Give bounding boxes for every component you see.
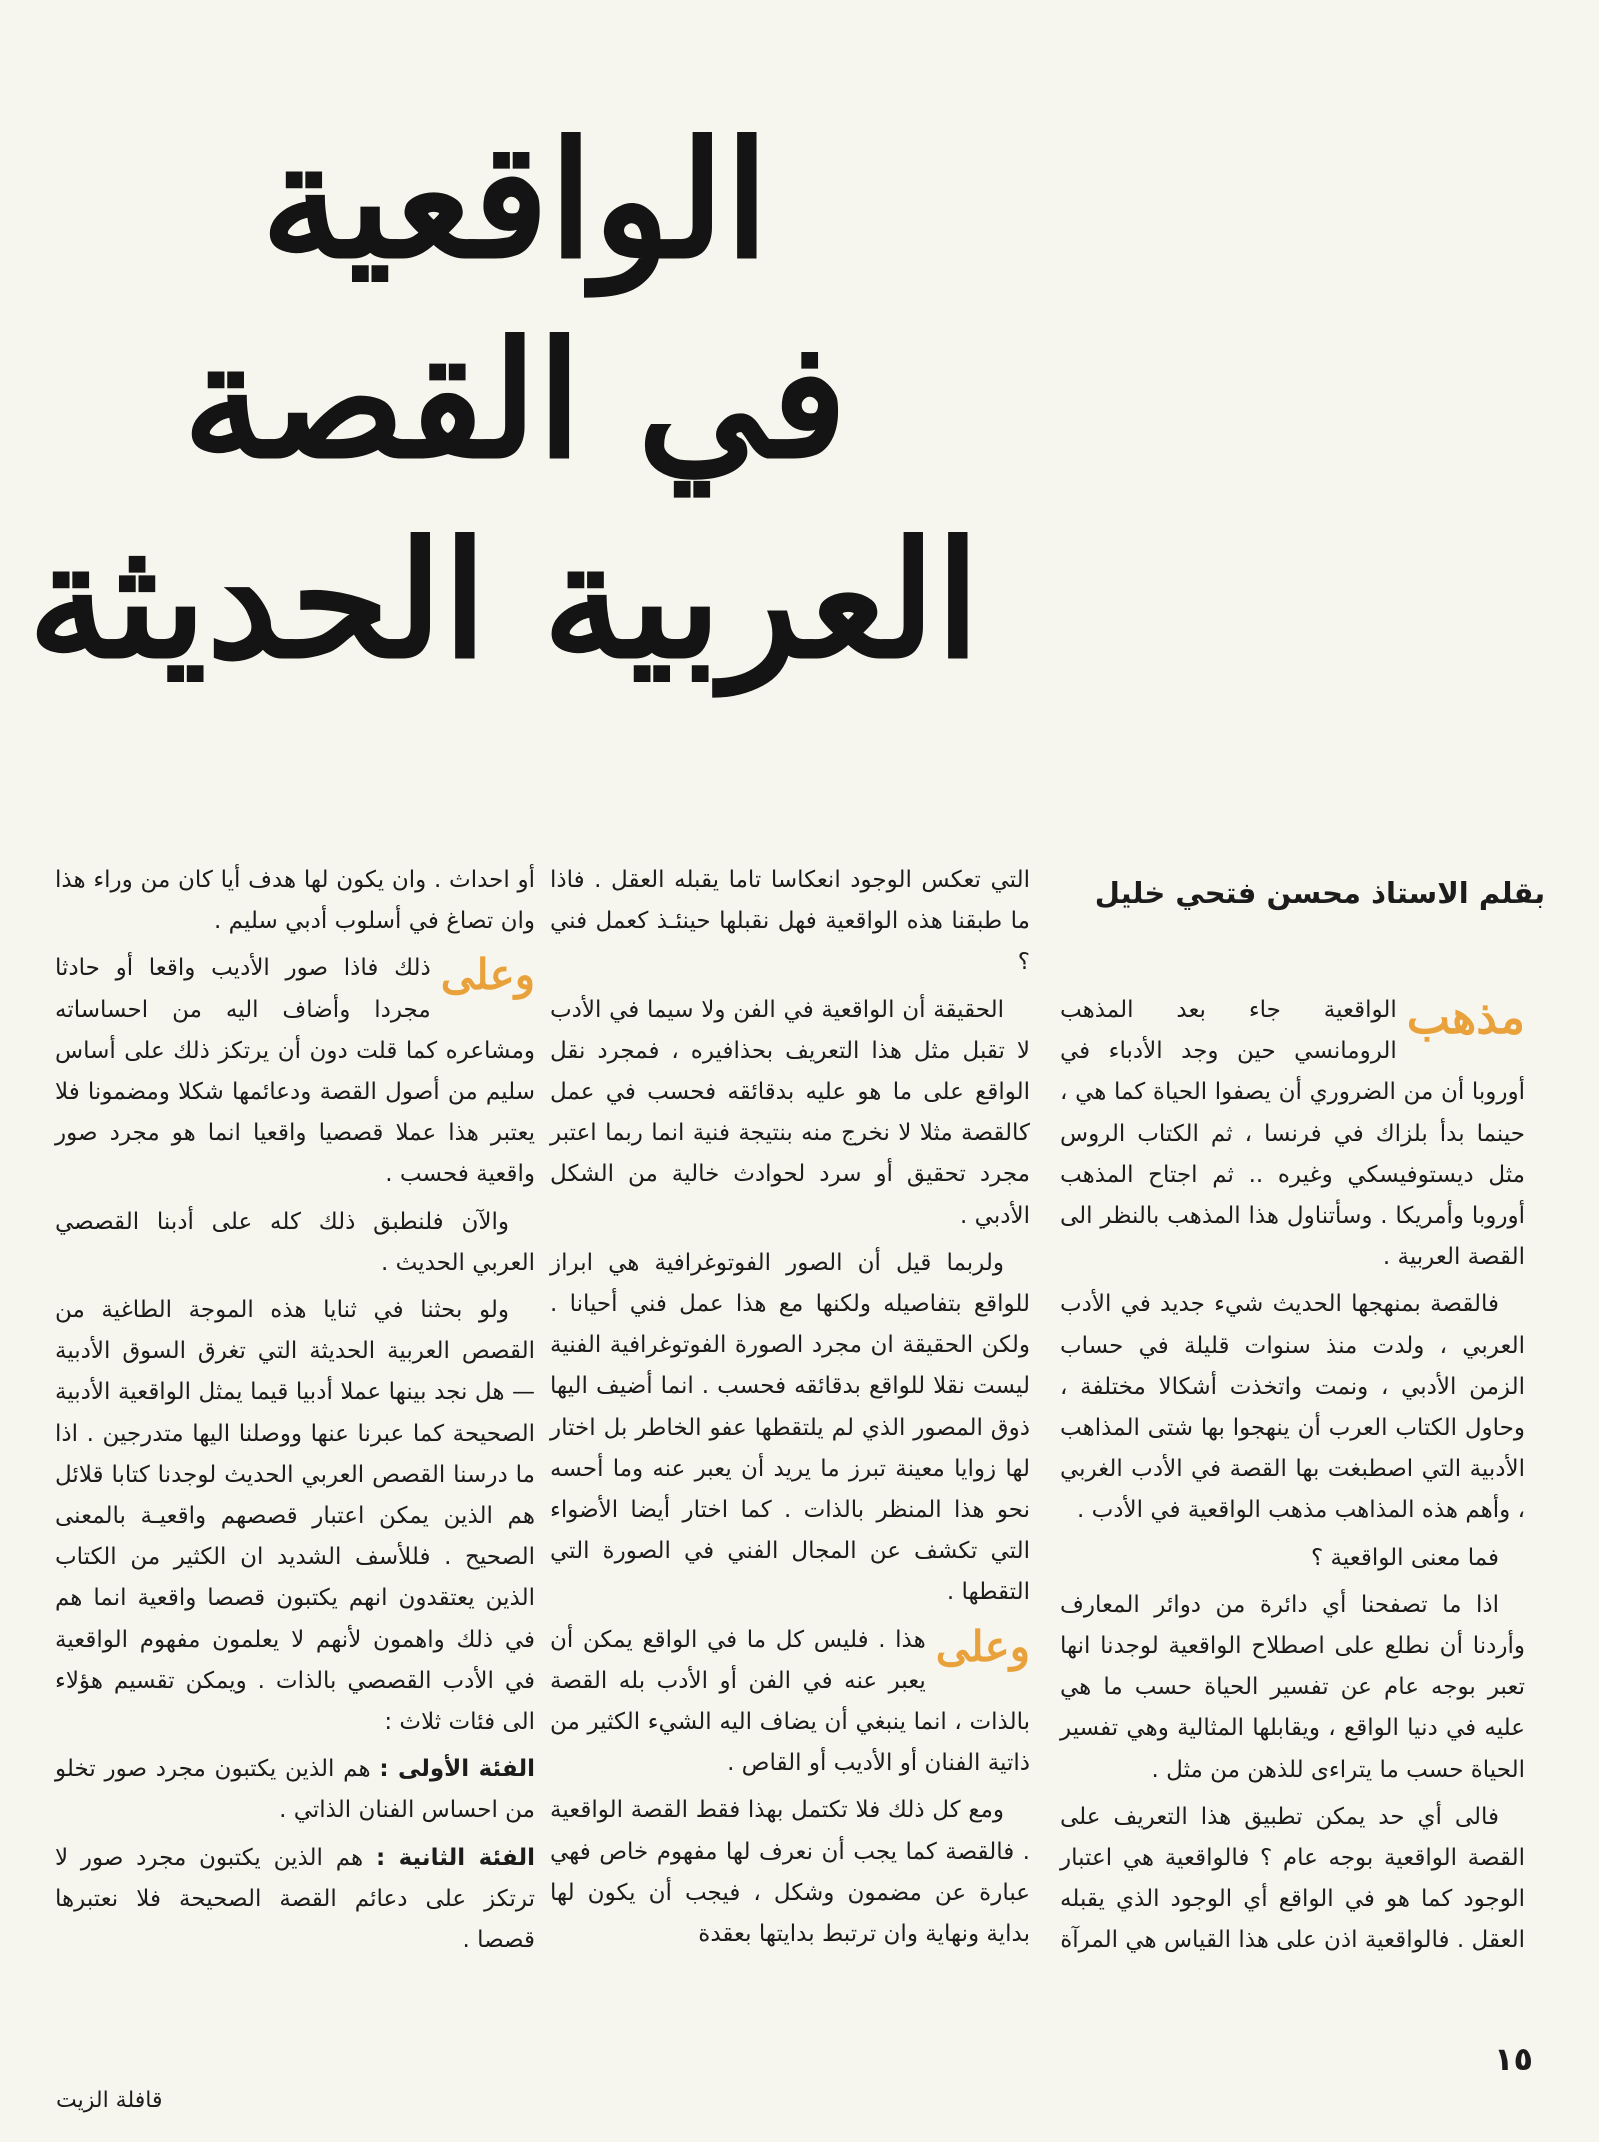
column-left	[55, 860, 535, 2010]
article-title	[27, 106, 980, 770]
paragraph-text: الواقعية جاء بعد المذهب الرومانسي حين وجد الأدباء في أوروبا أن من الضروري أن يصفوا الحياة كما هي ، حينما بدأ بلزاك في فرنسا ، ثم الكتاب الروس مثل ديستوفيسكي وغيره .. ثم اجتاح المذهب أوروبا وأمريكا . وسأتناول هذا المذهب بالنظر الى القصة العربية .	[1060, 997, 1525, 1271]
paragraph	[1060, 990, 1525, 1278]
paragraph: والآن فلنطبق ذلك كله على أدبنا القصصي العربي الحديث .	[55, 1208, 535, 1276]
paragraph: فالى أي حد يمكن تطبيق هذا التعريف على القصة الواقعية بوجه عام ؟ فالواقعية هي اعتبار الوجود كما هو في الواقع أي الوجود الذي يقبله العقل . فالواقعية اذن على هذا القياس هي المرآة	[1060, 1803, 1525, 1954]
page-number: ١٥	[1494, 2040, 1534, 2078]
paragraph: فالقصة بمنهجها الحديث شيء جديد في الأدب العربي ، ولدت منذ سنوات قليلة في حساب الزمن الأدبي ، ونمت واتخذت أشكالا مختلفة ، وحاول الكتاب العرب أن ينهجوا بها شتى المذاهب الأدبية التي اصطبغت بها القصة في الأدب الغربي ، وأهم هذه المذاهب مذهب الواقعية في الأدب .	[1060, 1291, 1525, 1524]
paragraph: ومع كل ذلك فلا تكتمل بهذا فقط القصة الواقعية . فالقصة كما يجب أن نعرف لها مفهوم خاص فهي عبارة عن مضمون وشكل ، فيجب أن يكون لها بداية ونهاية وان ترتبط بدايتها بعقدة	[550, 1797, 1030, 1948]
category-item	[55, 1838, 535, 1962]
paragraph: التي تعكس الوجود انعكاسا تاما يقبله العقل . فاذا ما طبقنا هذه الواقعية فهل نقبلها حينئـذ كعمل فني ؟	[550, 867, 1030, 976]
paragraph	[550, 1620, 1030, 1785]
paragraph: اذا ما تصفحنا أي دائرة من دوائر المعارف وأردنا أن نطلع على اصطلاح الواقعية لوجدنا انها تعبر بوجه عام عن تفسير الحياة حسب ما هي عليه في دنيا الواقع ، ويقابلها المثالية وهي تفسير الحياة حسب ما يتراءى للذهن من مثل .	[1060, 1591, 1525, 1783]
title-line-2: في القصة	[182, 306, 848, 494]
column-middle	[550, 860, 1030, 2020]
paragraph: فما معنى الواقعية ؟	[1311, 1544, 1499, 1571]
column-right	[1060, 990, 1525, 2010]
paragraph-text: هذا . فليس كل ما في الواقع يمكن أن يعبر عنه في الفن أو الأدب بله القصة بالذات ، انما ينبغي أن يضاف اليه الشيء الكثير من ذاتية الفنان أو الأديب أو القاص .	[550, 1626, 1030, 1777]
paragraph: ولربما قيل أن الصور الفوتوغرافية هي ابراز للواقع بتفاصيله ولكنها مع هذا عمل فني أحيانا . ولكن الحقيقة ان مجرد الصورة الفوتوغرافية الفنية ليست نقلا للواقع بدقائقه فحسب . انما أضيف اليها ذوق المصور الذي لم يلتقطها عفو الخاطر بل اختار لها زوايا معينة تبرز ما يريد أن يعبر عنه وما أحسه نحو هذا المنظر بالذات . كما اختار أيضا الأضواء التي تكشف عن المجال الفني في الصورة التي التقطها .	[550, 1249, 1030, 1606]
drop-word: وعلى	[440, 950, 535, 1000]
drop-word: وعلى	[935, 1621, 1030, 1671]
category-text: هم الذين يكتبون مجرد صور لا ترتكز على دعائم القصة الصحيحة فلا نعتبرها قصصا .	[55, 1844, 535, 1954]
drop-word: مذهب	[1406, 990, 1525, 1044]
paragraph: أو احداث . وان يكون لها هدف أيا كان من وراء هذا وان تصاغ في أسلوب أدبي سليم .	[55, 867, 535, 935]
title-line-1: الواقعية	[260, 106, 770, 294]
paragraph: ولو بحثنا في ثنايا هذه الموجة الطاغية من القصص العربية الحديثة التي تغرق السوق الأدبية — هل نجد بينها عملا أدبيا قيما يمثل الواقعية الأدبية الصحيحة كما عبرنا عنها ووصلنا اليها متدرجين . اذا ما درسنا القصص العربي الحديث لوجدنا كتابا قلائل هم الذين يمكن اعتبار قصصهم واقعيـة بالمعنى الصحيح . فللأسف الشديد ان الكثير من الكتاب الذين يعتقدون انهم يكتبون قصصا واقعية انما هم في ذلك واهمون لأنهم لا يعلمون مفهوم الواقعية في الأدب القصصي بالذات . ويمكن تقسيم هؤلاء الى فئات ثلاث :	[55, 1297, 535, 1736]
paragraph: الحقيقة أن الواقعية في الفن ولا سيما في الأدب لا تقبل مثل هذا التعريف بحذافيره ، فمجرد نقل الواقع على ما هو عليه بدقائقه فحسب في عمل كالقصة مثلا لا نخرج منه بنتيجة فنية انما ربما اعتبر مجرد تحقيق أو سرد لحوادث خالية من الشكل الأدبي .	[550, 996, 1030, 1229]
category-text: هم الذين يكتبون مجرد صور تخلو من احساس الفنان الذاتي .	[55, 1756, 535, 1824]
author-byline: بقلم الاستاذ محسن فتحي خليل	[1094, 876, 1546, 910]
paragraph-text: ذلك فاذا صور الأديب واقعا أو حادثا مجردا وأضاف اليه من احساساته ومشاعره كما قلت دون أن يرتكز ذلك على أساس سليم من أصول القصة ودعائمها شكلا ومضمونا فلا يعتبر هذا عملا قصصيا واقعيا انما هو مجرد صور واقعية فحسب .	[55, 955, 535, 1188]
category-label: الفئة الأولى :	[379, 1756, 535, 1783]
title-line-3: العربية الحديثة	[27, 506, 980, 694]
category-label: الفئة الثانية :	[375, 1844, 535, 1871]
paragraph	[55, 948, 535, 1195]
magazine-name: قافلة الزيت	[56, 2088, 163, 2113]
category-item	[55, 1749, 535, 1831]
